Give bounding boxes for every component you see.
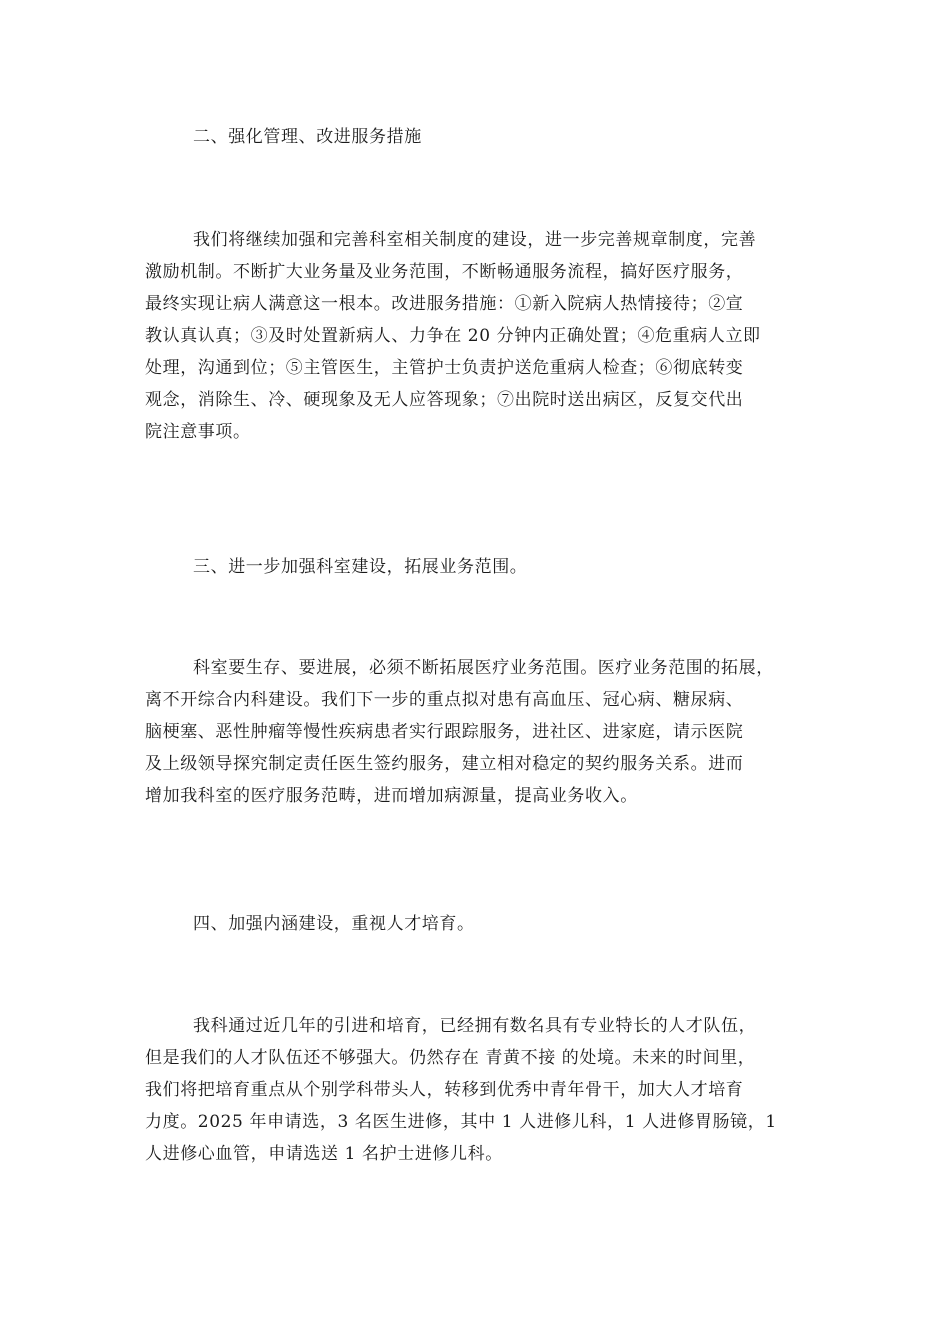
paragraph-line: 院注意事项。 [145,422,251,442]
section-paragraph-2 [145,224,835,448]
paragraph-line: 离不开综合内科建设。我们下一步的重点拟对患有高血压、冠心病、糖尿病、 [145,690,744,710]
paragraph-line: 处理，沟通到位；⑤主管医生，主管护士负责护送危重病人检查；⑥彻底转变 [145,358,744,378]
paragraph-line: 增加我科室的医疗服务范畴，进而增加病源量，提高业务收入。 [145,786,638,806]
paragraph-line: 我们将继续加强和完善科室相关制度的建设，进一步完善规章制度，完善 [193,230,757,250]
paragraph-line: 脑梗塞、恶性肿瘤等慢性疾病患者实行跟踪服务，进社区、进家庭，请示医院 [145,722,744,742]
paragraph-line: 科室要生存、要进展，必须不断拓展医疗业务范围。医疗业务范围的拓展， [193,658,774,678]
paragraph-line: 我科通过近几年的引进和培育，已经拥有数名具有专业特长的人才队伍， [193,1016,757,1036]
paragraph-line: 人进修心血管，申请选送 1 名护士进修儿科。 [145,1144,503,1164]
paragraph-line: 激励机制。不断扩大业务量及业务范围，不断畅通服务流程，搞好医疗服务， [145,262,744,282]
paragraph-line: 我们将把培育重点从个别学科带头人，转移到优秀中青年骨干，加大人才培育 [145,1080,744,1100]
paragraph-line: 观念，消除生、冷、硬现象及无人应答现象；⑦出院时送出病区，反复交代出 [145,390,744,410]
section-paragraph-3 [145,652,835,812]
section-paragraph-4 [145,1010,835,1170]
paragraph-line: 力度。2025 年申请选，3 名医生进修，其中 1 人进修儿科，1 人进修胃肠镜，1 [145,1112,777,1132]
section-heading-2: 二、强化管理、改进服务措施 [193,127,422,147]
section-heading-3: 三、进一步加强科室建设，拓展业务范围。 [193,557,528,577]
paragraph-line: 最终实现让病人满意这一根本。改进服务措施：①新入院病人热情接待；②宣 [145,294,744,314]
section-heading-4: 四、加强内涵建设，重视人才培育。 [193,914,475,934]
paragraph-line: 教认真认真；③及时处置新病人、力争在 20 分钟内正确处置；④危重病人立即 [145,326,761,346]
paragraph-line: 但是我们的人才队伍还不够强大。仍然存在 青黄不接 的处境。未来的时间里， [145,1048,756,1068]
paragraph-line: 及上级领导探究制定责任医生签约服务，建立相对稳定的契约服务关系。进而 [145,754,744,774]
